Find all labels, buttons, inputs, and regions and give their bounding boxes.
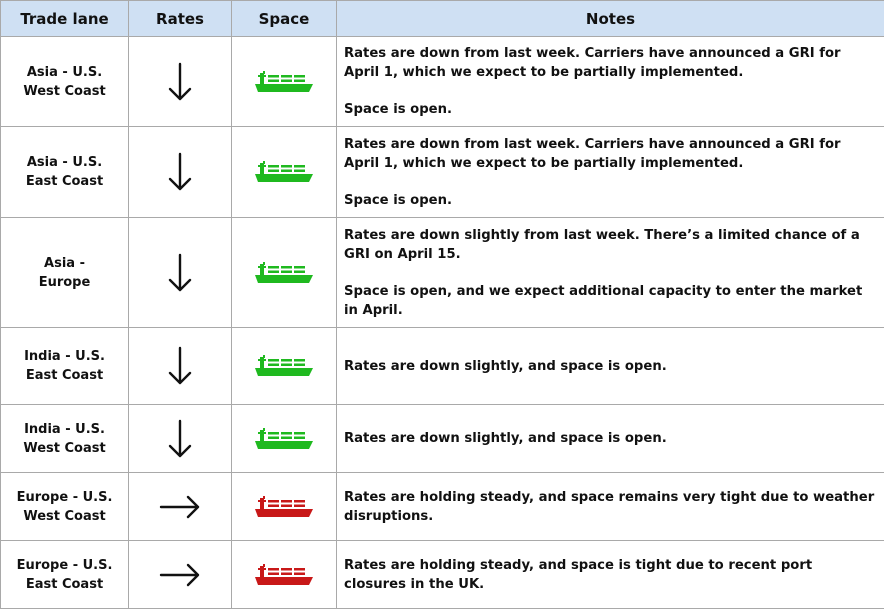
cargo-ship-icon xyxy=(254,427,314,451)
trade-lane-label: Asia - U.S. East Coast xyxy=(17,153,113,191)
arrow-down-icon xyxy=(168,419,192,459)
table-row xyxy=(1,37,884,127)
cargo-ship-icon xyxy=(254,160,314,184)
trade-lane-cell xyxy=(1,473,129,541)
table-row xyxy=(1,473,884,541)
trade-lane-cell xyxy=(1,328,129,405)
notes-paragraph: Rates are down slightly, and space is open. xyxy=(344,357,876,376)
notes-cell xyxy=(337,37,884,127)
notes-paragraph: Rates are down slightly, and space is open. xyxy=(344,429,876,448)
arrow-down-icon xyxy=(168,152,192,192)
table-row xyxy=(1,328,884,405)
trade-lane-label: India - U.S. East Coast xyxy=(17,347,113,385)
arrow-down-icon xyxy=(168,346,192,386)
notes-paragraph: Rates are down from last week. Carriers have announced a GRI for April 1, which we expect to be partially implemented. xyxy=(344,135,876,173)
trade-lane-cell xyxy=(1,37,129,127)
trade-lane-label: Europe - U.S. East Coast xyxy=(17,556,113,594)
trade-lane-cell xyxy=(1,405,129,473)
table-row xyxy=(1,541,884,609)
space-status-cell xyxy=(232,218,337,328)
space-status-cell xyxy=(232,37,337,127)
notes-cell xyxy=(337,541,884,609)
notes-cell xyxy=(337,328,884,405)
header-space: Space xyxy=(232,1,337,37)
notes-cell xyxy=(337,218,884,328)
notes-paragraph: Rates are down slightly from last week. There’s a limited chance of a GRI on April 15. xyxy=(344,226,876,264)
notes-paragraph: Rates are holding steady, and space is tight due to recent port closures in the UK. xyxy=(344,556,876,594)
cargo-ship-icon xyxy=(254,261,314,285)
space-status-cell xyxy=(232,541,337,609)
notes-paragraph: Space is open. xyxy=(344,191,876,210)
notes-cell xyxy=(337,127,884,218)
cargo-ship-icon xyxy=(254,563,314,587)
rates-trend-cell xyxy=(129,405,232,473)
space-status-cell xyxy=(232,473,337,541)
trade-lane-label: Asia - Europe xyxy=(17,254,113,292)
trade-lane-cell xyxy=(1,541,129,609)
arrow-right-icon xyxy=(159,563,201,587)
notes-paragraph: Rates are holding steady, and space remains very tight due to weather disruptions. xyxy=(344,488,876,526)
header-rates: Rates xyxy=(129,1,232,37)
notes-paragraph: Space is open. xyxy=(344,100,876,119)
rates-trend-cell xyxy=(129,37,232,127)
notes-cell xyxy=(337,405,884,473)
trade-lane-label: India - U.S. West Coast xyxy=(17,420,113,458)
cargo-ship-icon xyxy=(254,495,314,519)
header-trade-lane: Trade lane xyxy=(1,1,129,37)
space-status-cell xyxy=(232,405,337,473)
trade-lane-label: Europe - U.S. West Coast xyxy=(17,488,113,526)
cargo-ship-icon xyxy=(254,70,314,94)
table-row xyxy=(1,405,884,473)
arrow-down-icon xyxy=(168,62,192,102)
trade-lane-cell xyxy=(1,218,129,328)
table-row xyxy=(1,218,884,328)
cargo-ship-icon xyxy=(254,354,314,378)
arrow-down-icon xyxy=(168,253,192,293)
space-status-cell xyxy=(232,127,337,218)
table-body xyxy=(1,37,884,609)
notes-paragraph: Space is open, and we expect additional capacity to enter the market in April. xyxy=(344,282,876,320)
trade-lane-cell xyxy=(1,127,129,218)
trade-lane-label: Asia - U.S. West Coast xyxy=(17,63,113,101)
rates-trend-cell xyxy=(129,473,232,541)
header-notes: Notes xyxy=(337,1,884,37)
rates-trend-cell xyxy=(129,541,232,609)
table-row xyxy=(1,127,884,218)
rates-trend-cell xyxy=(129,127,232,218)
rates-trend-cell xyxy=(129,218,232,328)
notes-paragraph: Rates are down from last week. Carriers have announced a GRI for April 1, which we expect to be partially implemented. xyxy=(344,44,876,82)
header-row xyxy=(1,1,884,37)
notes-cell xyxy=(337,473,884,541)
rates-trend-cell xyxy=(129,328,232,405)
space-status-cell xyxy=(232,328,337,405)
arrow-right-icon xyxy=(159,495,201,519)
